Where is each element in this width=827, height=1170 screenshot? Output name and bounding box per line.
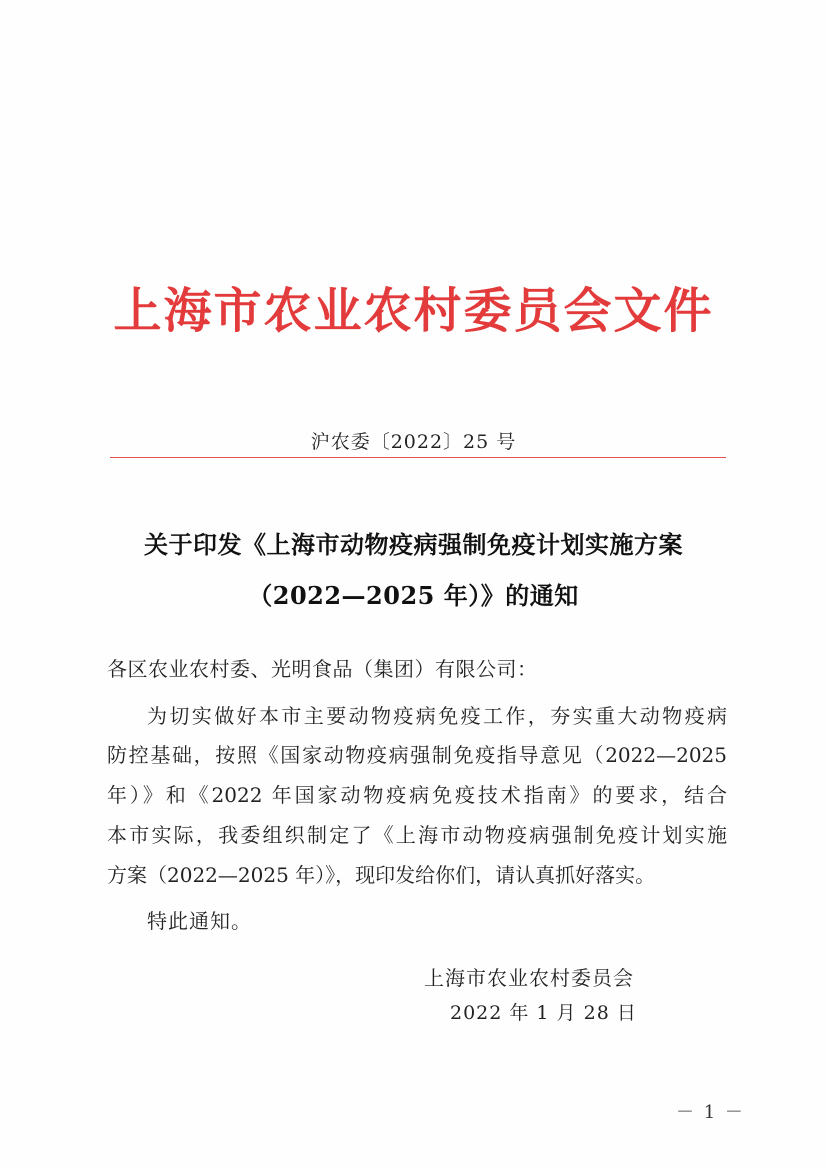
notice-title-line-1: 关于印发《上海市动物疫病强制免疫计划实施方案 [144,530,683,559]
notice-title-line-2: （2022—2025 年）》的通知 [248,581,579,610]
signature-date: 2022 年 1 月 28 日 [450,1002,637,1024]
page-number: － 1 － [676,1102,745,1123]
body-paragraph-line: 为切实做好本市主要动物疫病免疫工作，夯实重大动物疫病 [147,704,727,728]
header-divider [110,457,726,458]
body-paragraph-line: 方案（2022—2025 年）》，现印发给你们，请认真抓好落实。 [107,863,656,887]
signature-organization: 上海市农业农村委员会 [424,966,634,990]
body-paragraph-line: 本市实际，我委组织制定了《上海市动物疫病强制免疫计划实施 [107,823,727,847]
document-number: 沪农委〔2022〕25 号 [310,431,517,453]
body-paragraph-line: 防控基础，按照《国家动物疫病强制免疫指导意见（2022—2025 [107,743,727,767]
closing-remark: 特此通知。 [147,909,252,933]
addressee: 各区农业农村委、光明食品（集团）有限公司： [107,657,538,681]
document-header-title: 上海市农业农村委员会文件 [113,283,714,339]
body-paragraph-line: 年）》和《2022 年国家动物疫病免疫技术指南》的要求，结合 [107,783,727,807]
